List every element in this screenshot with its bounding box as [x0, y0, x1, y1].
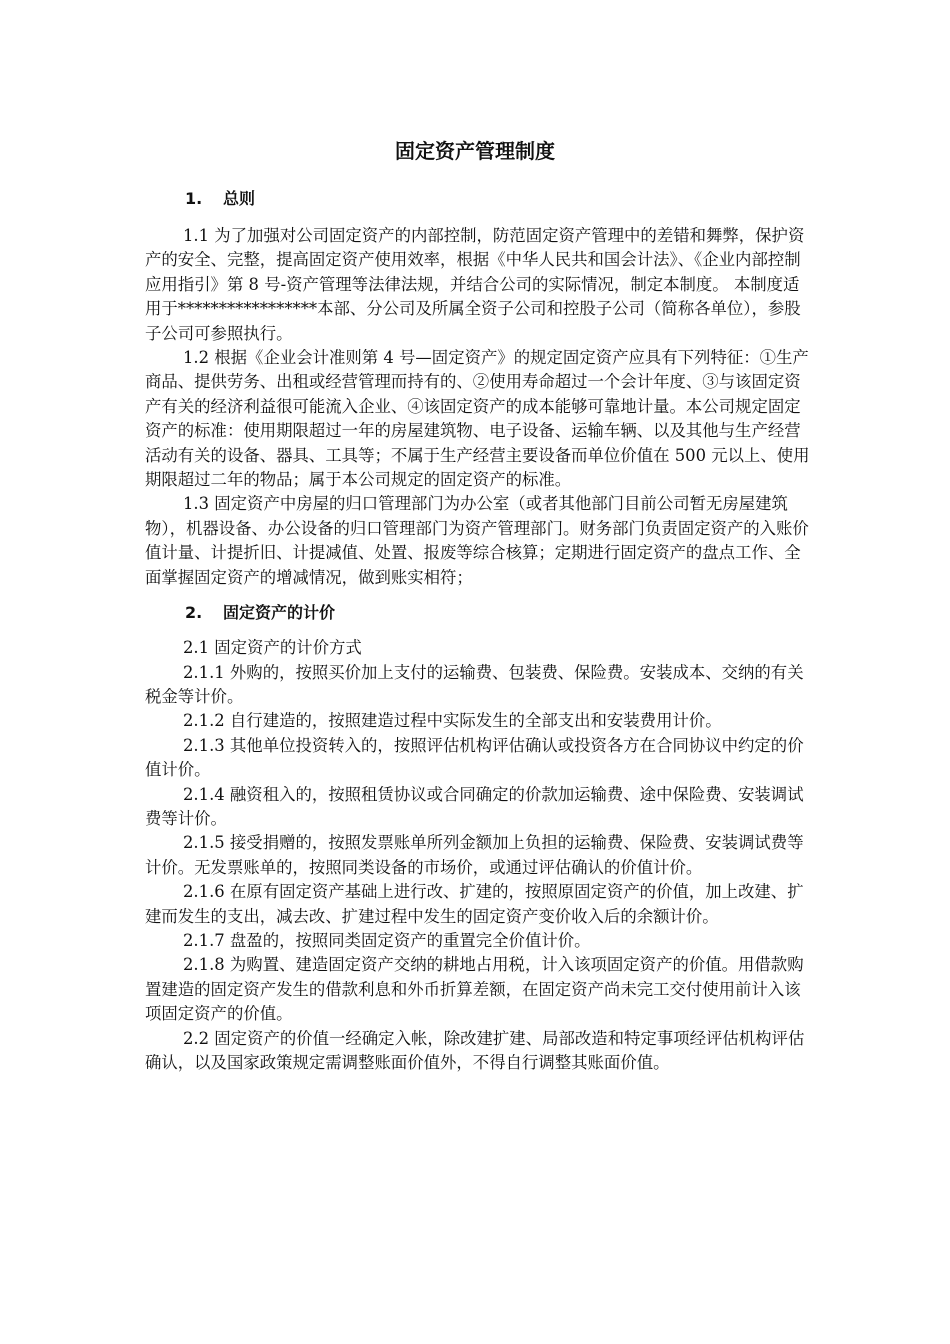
section-2-title: 固定资产的计价	[223, 603, 336, 623]
section-2-number: 2.	[185, 603, 203, 623]
paragraph-1-1: 1.1 为了加强对公司固定资产的内部控制，防范固定资产管理中的差错和舞弊，保护资产的安全、完整，提高固定资产使用效率，根据《中华人民共和国会计法》、《企业内部控制应用指引》第 8 号-资产管理等法律法规，并结合公司的实际情况，制定本制度。 本制度适用于*****************本部、分公司及所属全资子公司和控股子公司（简称各单位），参股子公司可参照执行。	[145, 226, 805, 343]
section-1-heading	[145, 187, 850, 211]
section-1-title: 总则	[223, 189, 256, 208]
document-body	[145, 224, 810, 1075]
paragraph-1-2: 1.2 根据《企业会计准则第 4 号—固定资产》的规定固定资产应具有下列特征：①生产商品、提供劳务、出租或经营管理而持有的、②使用寿命超过一个会计年度、③与该固定资产有关的经济利益很可能流入企业、④该固定资产的成本能够可靠地计量。本公司规定固定资产的标准：使用期限超过一年的房屋建筑物、电子设备、运输车辆、以及其他与生产经营活动有关的设备、器具、工具等；不属于生产经营主要设备而单位价值在 500 元以上、使用期限超过二年的物品；属于本公司规定的固定资产的标准。	[145, 348, 810, 490]
paragraph-2-1-7: 2.1.7 盘盈的，按照同类固定资产的重置完全价值计价。	[183, 930, 591, 950]
section-2-heading	[145, 601, 810, 625]
section-1-number: 1.	[185, 189, 203, 208]
paragraph-1-3: 1.3 固定资产中房屋的归口管理部门为办公室（或者其他部门目前公司暂无房屋建筑物），机器设备、办公设备的归口管理部门为资产管理部门。财务部门负责固定资产的入账价值计量、计提折旧、计提减值、处置、报废等综合核算；定期进行固定资产的盘点工作、全面掌握固定资产的增减情况，做到账实相符；	[145, 494, 809, 587]
paragraph-2-1-5: 2.1.5 接受捐赠的，按照发票账单所列金额加上负担的运输费、保险费、安装调试费等计价。无发票账单的，按照同类设备的市场价，或通过评估确认的价值计价。	[145, 833, 804, 877]
paragraph-2-2: 2.2 固定资产的价值一经确定入帐，除改建扩建、局部改造和特定事项经评估机构评估确认，以及国家政策规定需调整账面价值外，不得自行调整其账面价值。	[145, 1028, 805, 1072]
paragraph-2-1-4: 2.1.4 融资租入的，按照租赁协议或合同确定的价款加运输费、途中保险费、安装调试费等计价。	[145, 784, 804, 828]
paragraph-2-1-1: 2.1.1 外购的，按照买价加上支付的运输费、包装费、保险费。安装成本、交纳的有关税金等计价。	[145, 662, 804, 706]
paragraph-2-1-8: 2.1.8 为购置、建造固定资产交纳的耕地占用税，计入该项固定资产的价值。用借款购置建造的固定资产发生的借款利息和外币折算差额，在固定资产尚未完工交付使用前计入该项固定资产的价值。	[145, 955, 804, 1024]
paragraph-2-1: 2.1 固定资产的计价方式	[183, 638, 362, 658]
paragraph-2-1-2: 2.1.2 自行建造的，按照建造过程中实际发生的全部支出和安装费用计价。	[183, 711, 722, 731]
paragraph-2-1-3: 2.1.3 其他单位投资转入的，按照评估机构评估确认或投资各方在合同协议中约定的价值计价。	[145, 735, 804, 780]
document-title: 固定资产管理制度	[395, 139, 555, 163]
paragraph-2-1-6: 2.1.6 在原有固定资产基础上进行改、扩建的，按照原固定资产的价值，加上改建、扩建而发生的支出，减去改、扩建过程中发生的固定资产变价收入后的余额计价。	[145, 882, 804, 926]
